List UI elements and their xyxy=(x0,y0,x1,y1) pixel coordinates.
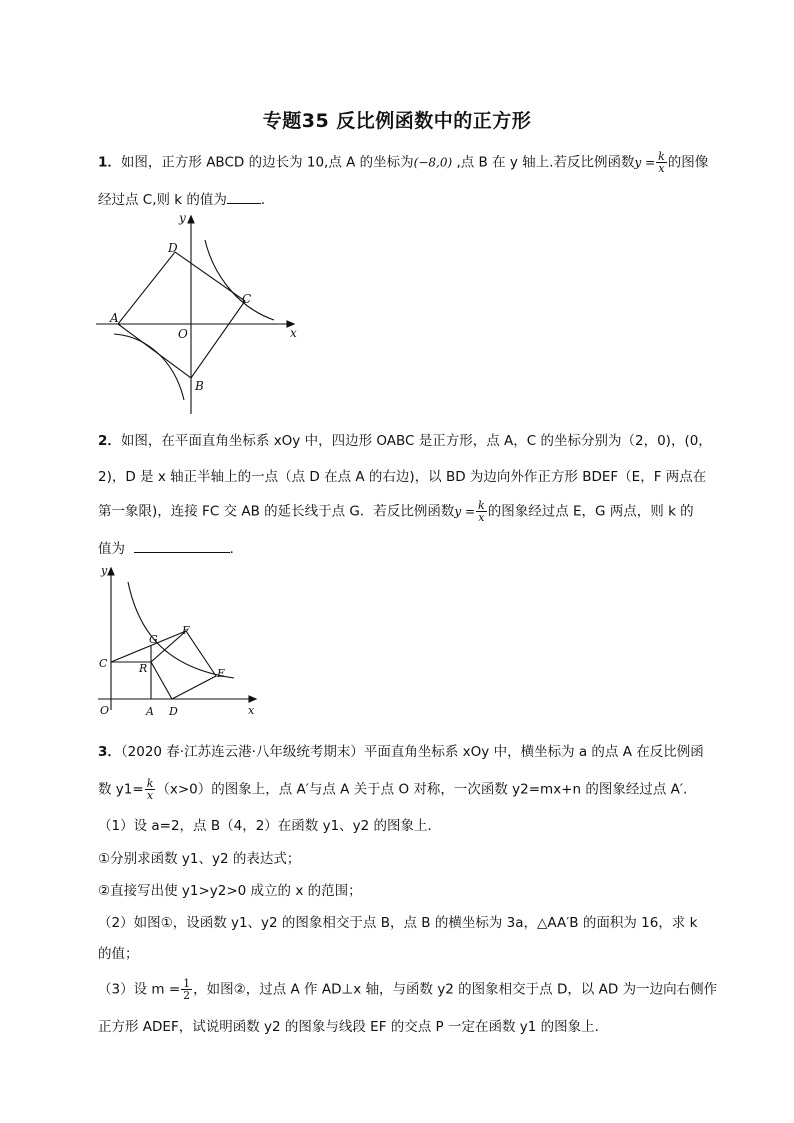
question-3-line-1-a: （3）设 m = xyxy=(98,981,181,998)
problem-3-line-2 xyxy=(98,778,687,801)
problem-1-line-2-text: 经过点 C,则 k 的值为 xyxy=(98,192,227,208)
y-axis-arrow xyxy=(188,216,194,223)
answer-blank-2 xyxy=(134,538,230,553)
figure-1 xyxy=(94,208,304,418)
label-y: y xyxy=(101,564,108,577)
label-y: y xyxy=(179,211,186,225)
label-G: G xyxy=(149,633,158,646)
problem-2-line-3-b: 的图象经过点 E，G 两点，则 k 的 xyxy=(487,503,694,520)
figure-2 xyxy=(94,560,264,720)
problem-1-line-2 xyxy=(98,189,265,210)
square-abcd xyxy=(118,252,245,378)
fraction-denominator: x xyxy=(478,511,485,524)
problem-1-line-1 xyxy=(98,151,708,174)
problem-2-y-eq: y = xyxy=(454,504,476,519)
problem-2-number: 2． xyxy=(98,433,121,449)
problem-3-line-2-a: 数 y1= xyxy=(98,781,144,798)
problem-1-line-2-end: . xyxy=(260,192,266,208)
label-B: B xyxy=(195,379,204,393)
problem-1-y-eq: y = xyxy=(634,155,656,170)
page-title: 专题35 反比例函数中的正方形 xyxy=(262,110,532,132)
label-C: C xyxy=(99,657,108,670)
problem-1-text-a: 如图，正方形 ABCD 的边长为 10,点 A 的坐标为 xyxy=(120,154,414,171)
fraction-numerator: 1 xyxy=(183,977,191,990)
problem-1-fraction xyxy=(656,151,667,174)
fraction-denominator: x xyxy=(658,162,665,175)
problem-2-line-2: 2)，D 是 x 轴正半轴上的一点（点 D 在点 A 的右边)，以 BD 为边向外作正方形 BDEF（E，F 两点在 xyxy=(98,469,707,485)
problem-2-line-4-text: 值为 xyxy=(98,541,125,557)
x-axis-arrow xyxy=(249,696,256,702)
question-2-line-2: 的值； xyxy=(98,946,139,962)
problem-2-line-3-a: 第一象限)，连接 FC 交 AB 的延长线于点 G．若反比例函数 xyxy=(98,503,455,520)
label-x: x xyxy=(248,704,255,717)
question-1: （1）设 a=2，点 B（4，2）在函数 y1、y2 的图象上． xyxy=(98,818,442,834)
problem-3-number: 3． xyxy=(98,744,121,760)
question-2-line-1: （2）如图①，设函数 y1、y2 的图象相交于点 B，点 B 的横坐标为 3a，△AA′B 的面积为 16，求 k xyxy=(98,915,698,931)
fraction-denominator: x xyxy=(146,789,154,802)
label-O: O xyxy=(178,327,188,341)
label-O: O xyxy=(100,704,110,717)
problem-3-line-2-b: （x>0）的图象上，点 A′与点 A 关于点 O 对称，一次函数 y2=mx+n 的图象经过点 A′. xyxy=(156,781,688,798)
question-3-line-1-b: ，如图②，过点 A 作 AD⊥x 轴，与函数 y2 的图象相交于点 D，以 AD 为一边向右侧作 xyxy=(193,981,718,998)
label-E: E xyxy=(217,667,226,680)
question-3-fraction xyxy=(181,978,192,1001)
problem-1-text-b: ,点 B 在 y 轴上.若反比例函数 xyxy=(452,154,635,171)
fraction-numerator: k xyxy=(146,777,154,790)
question-3-line-2: 正方形 ADEF，试说明函数 y2 的图象与线段 EF 的交点 P 一定在函数 y1 的图象上． xyxy=(98,1019,609,1035)
question-1-part-b: ②直接写出使 y1>y2>0 成立的 x 的范围； xyxy=(98,883,362,899)
question-1-part-a: ①分别求函数 y1、y2 的表达式； xyxy=(98,851,301,867)
problem-3-line-1-text: （2020 春·江苏连云港·八年级统考期末）平面直角坐标系 xOy 中，横坐标为 a 的点 A 在反比例函 xyxy=(120,744,704,760)
label-R: R xyxy=(139,662,148,675)
problem-2-line-1-text: 如图，在平面直角坐标系 xOy 中，四边形 OABC 是正方形，点 A，C 的坐标分别为（2，0)，(0， xyxy=(120,433,712,449)
label-A: A xyxy=(110,311,119,325)
label-D: D xyxy=(168,241,178,255)
problem-1-coord: (−8,0) xyxy=(413,155,453,170)
label-D: D xyxy=(169,705,178,718)
label-C: C xyxy=(242,292,252,306)
answer-blank-1 xyxy=(227,189,261,204)
label-A: A xyxy=(146,705,154,718)
problem-3-line-1 xyxy=(98,742,704,762)
problem-1-number: 1． xyxy=(98,154,121,171)
problem-2-fraction xyxy=(476,500,487,523)
problem-3-fraction xyxy=(145,778,156,801)
fraction-denominator: 2 xyxy=(183,989,191,1002)
fraction-numerator: k xyxy=(478,499,485,512)
label-F: F xyxy=(182,624,190,637)
question-3-line-1 xyxy=(98,978,717,1001)
problem-2-line-4 xyxy=(98,538,243,559)
problem-2-line-4-end: ． xyxy=(229,541,244,557)
y-axis-arrow xyxy=(108,568,114,575)
problem-2-line-1 xyxy=(98,431,712,451)
problem-2-line-3 xyxy=(98,500,694,523)
label-x: x xyxy=(290,326,297,340)
hyperbola-branch-q3 xyxy=(114,334,184,400)
problem-1-text-c: 的图像 xyxy=(667,154,709,171)
fraction-numerator: k xyxy=(658,150,665,163)
